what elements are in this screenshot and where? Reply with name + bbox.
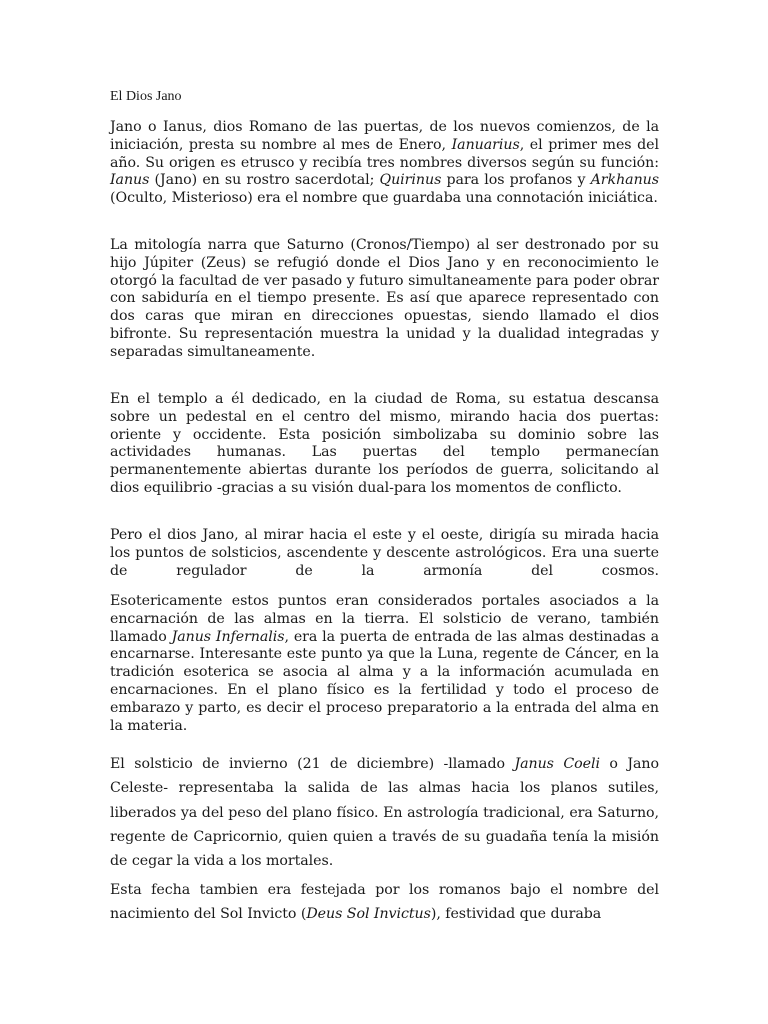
paragraph-7	[110, 878, 659, 927]
paragraph-1-text: para los profanos y	[441, 172, 591, 189]
term-ianuarius: Ianuarius	[451, 136, 520, 153]
paragraph-1-text: Jano o Ianus, dios Romano de las puertas, de los nuevos comienzos, de la iniciación, presta su nombre al mes de Enero,	[110, 119, 659, 153]
paragraph-7-text: ), festividad que duraba	[430, 906, 602, 923]
term-deus-sol-invictus: Deus Sol Invictus	[306, 906, 431, 923]
paragraph-5-text: , era la puerta de entrada de las almas destinadas a encarnarse. Interesante este punto ya que la Luna, regente de Cáncer, en la tradición esoterica se asocia al alma y a la información acumulada en encarnaciones. En el plano físico es la fertilidad y todo el proceso de embarazo y parto, es decir el proceso preparatorio a la entrada del alma en la materia.	[110, 628, 659, 734]
term-janus-coeli: Janus Coeli	[514, 756, 600, 772]
document-title: El Dios Jano	[110, 89, 182, 104]
term-arkhanus: Arkhanus	[590, 172, 659, 189]
term-ianus: Ianus	[110, 172, 150, 189]
paragraph-4-text: Pero el dios Jano, al mirar hacia el este y el oeste, dirigía su mirada hacia los puntos de solsticios, ascendente y descente astrológicos. Era una suerte de regulador de la armonía del cosmos.	[110, 527, 659, 579]
paragraph-1-text: (Oculto, Misterioso) era el nombre que guardaba una connotación iniciática.	[110, 190, 658, 207]
paragraph-5	[110, 593, 659, 735]
paragraph-1-text: (Jano) en su rostro sacerdotal;	[149, 172, 380, 189]
paragraph-2	[110, 237, 659, 362]
paragraph-5-text: Esotericamente estos puntos eran considerados portales asociados a la encarnación de las almas en la tierra. El solsticio de verano, también llamado	[110, 593, 659, 645]
paragraph-4	[110, 527, 659, 580]
paragraph-6-text: o Jano Celeste- representaba la salida de las almas hacia los planos sutiles, liberados ya del peso del plano físico. En astrología tradicional, era Saturno, regente de Capricornio, quien quien a través de su guadaña tenía la misión de cegar la vida a los mortales.	[110, 756, 659, 870]
paragraph-7-text: Esta fecha tambien era festejada por los romanos bajo el nombre del nacimiento del Sol Invicto (	[110, 882, 659, 923]
term-quirinus: Quirinus	[379, 172, 442, 189]
paragraph-3	[110, 391, 659, 498]
paragraph-6-text: El solsticio de invierno (21 de diciembre) -llamado	[110, 756, 515, 772]
paragraph-1-text: , el primer mes del año. Su origen es etrusco y recibía tres nombres diversos según su función:	[110, 136, 659, 171]
paragraph-1	[110, 119, 659, 208]
paragraph-3-text: En el templo a él dedicado, en la ciudad de Roma, su estatua descansa sobre un pedestal en el centro del mismo, mirando hacia dos puertas: oriente y occidente. Esta posición simbolizaba su dominio sobre las actividades humanas. Las puertas del templo permanecían permanentemente abiertas durante los períodos de guerra, solicitando al dios equilibrio -gracias a su visión dual-para los momentos de conflicto.	[110, 391, 659, 496]
term-janus-infernalis: Janus Infernalis	[171, 628, 285, 645]
paragraph-2-text: La mitología narra que Saturno (Cronos/Tiempo) al ser destronado por su hijo Júpiter (Zeus) se refugió donde el Dios Jano y en reconocimiento le otorgó la facultad de ver pasado y futuro simultaneamente para poder obrar con sabiduría en el tiempo presente. Es así que aparece representado con dos caras que miran en direcciones opuestas, siendo llamado el dios bifronte. Su representación muestra la unidad y la dualidad integradas y separadas simultaneamente.	[110, 237, 659, 360]
paragraph-6	[110, 752, 659, 873]
